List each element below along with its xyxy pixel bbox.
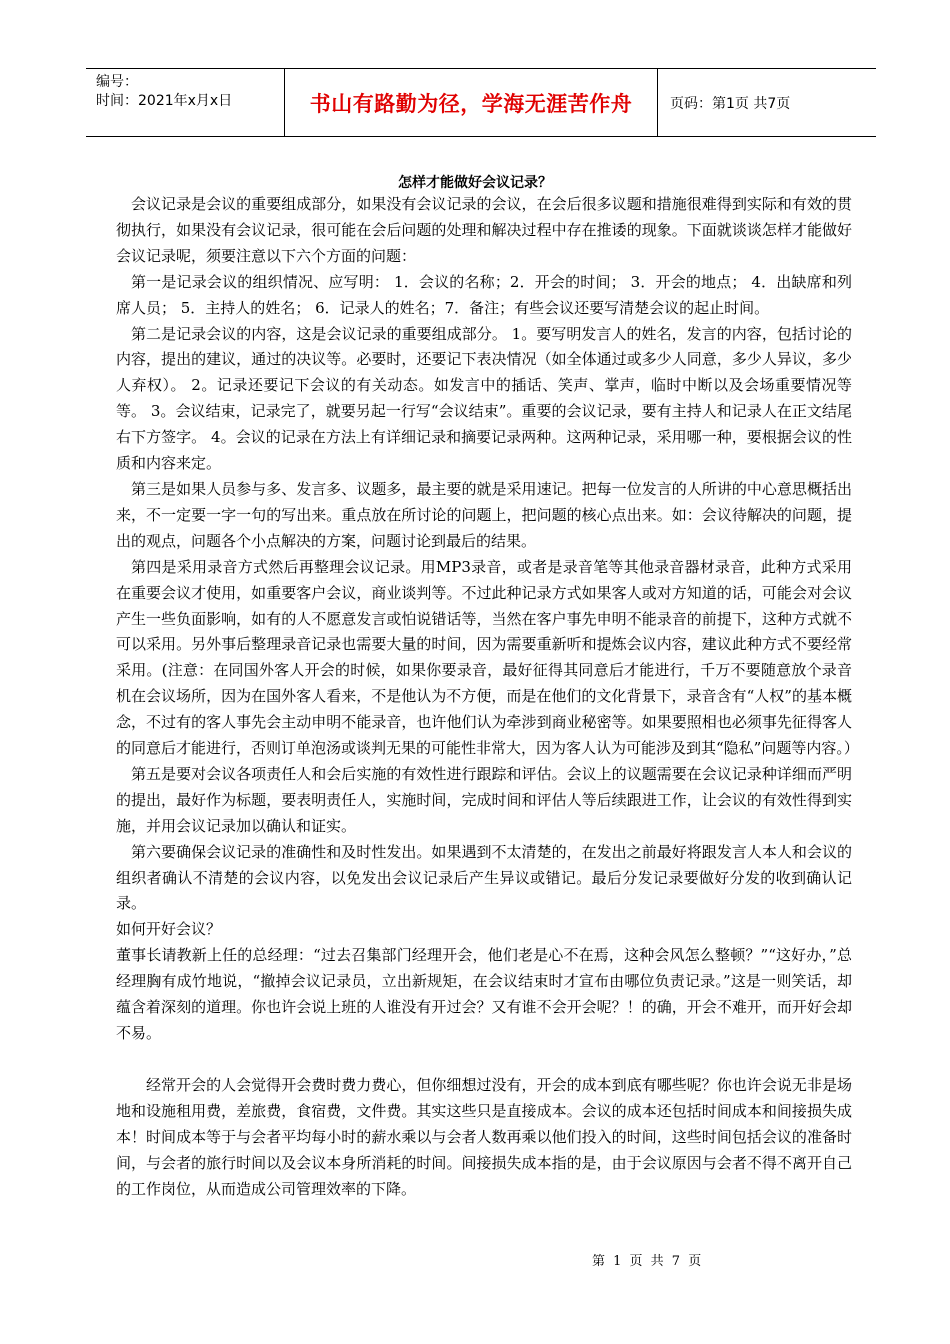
header-meta: [86, 69, 285, 136]
paragraph-meeting-cost: 经常开会的人会觉得开会费时费力费心，但你细想过没有，开会的成本到底有哪些呢？你也许会说无非是场地和设施租用费，差旅费，食宿费，文件费。其实这些只是直接成本。会议的成本还包括时间成本和间接损失成本！时间成本等于与会者平均每小时的薪水乘以与会者人数再乘以他们投入的时间，这些时间包括会议的准备时间，与会者的旅行时间以及会议本身所消耗的时间。间接损失成本指的是，由于会议原因与会者不得不离开自己的工作岗位，从而造成公司管理效率的下降。: [116, 1075, 852, 1198]
document-time-label: 时间：2021年x月x日: [96, 93, 233, 109]
paragraph-anecdote: 董事长请教新上任的总经理：“过去召集部门经理开会，他们老是心不在焉，这种会风怎么整顿？”“这好办，”总经理胸有成竹地说，“撤掉会议记录员，立出新规矩，在会议结束时才宣布由哪位负责记录。”这是一则笑话，却蕴含着深刻的道理。你也许会说上班的人谁没有开过会？又有谁不会开会呢？！的确，开会不难开，而开好会却不易。: [116, 946, 852, 1042]
paragraph-intro: 会议记录是会议的重要组成部分，如果没有会议记录的会议，在会后很多议题和措施很难得到实际和有效的贯彻执行，如果没有会议记录，很可能在会后问题的处理和解决过程中存在推诿的现象。下面就谈谈怎样才能做好会议记录呢，须要注意以下六个方面的问题：: [116, 195, 852, 265]
paragraph-point-1: 第一是记录会议的组织情况、应写明： 1．会议的名称；2．开会的时间； 3．开会的地点； 4．出缺席和列席人员； 5．主持人的姓名； 6．记录人的姓名；7．备注；有些会议还要写清楚会议的起止时间。: [116, 272, 852, 317]
header-motto: 书山有路勤为径，学海无涯苦作舟: [285, 69, 658, 136]
page-header: [86, 68, 876, 137]
section-heading: 如何开好会议？: [116, 920, 222, 939]
paragraph-point-6: 第六要确保会议记录的准确性和及时性发出。如果遇到不太清楚的，在发出之前最好将跟发言人本人和会议的组织者确认不清楚的会议内容，以免发出会议记录后产生异议或错记。最后分发记录要做好分发的收到确认记录。: [116, 842, 852, 913]
paragraph-point-2: 第二是记录会议的内容，这是会议记录的重要组成部分。 1。要写明发言人的姓名，发言的内容，包括讨论的内容，提出的建议，通过的决议等。必要时，还要记下表决情况（如全体通过或多少人同意，多少人异议，多少人弃权）。 2。记录还要记下会议的有关动态。如发言中的插话、笑声、掌声，临时中断以及会场重要情况等等。 3。会议结束，记录完了，就要另起一行写“会议结束”。重要的会议记录，要有主持人和记录人在正文结尾右下方签字。 4。会议的记录在方法上有详细记录和摘要记录两种。这两种记录，采用哪一种，要根据会议的性质和内容来定。: [116, 324, 852, 473]
document-body: [116, 192, 859, 1202]
paragraph-point-5: 第五是要对会议各项责任人和会后实施的有效性进行跟踪和评估。会议上的议题需要在会议记录种详细而严明的提出，最好作为标题，要表明责任人，实施时间，完成时间和评估人等后续跟进工作，让会议的有效性得到实施，并用会议记录加以确认和证实。: [116, 764, 852, 835]
page-footer: 第 1 页 共 7 页: [592, 1254, 704, 1269]
paragraph-point-3: 第三是如果人员参与多、发言多、议题多，最主要的就是采用速记。把每一位发言的人所讲的中心意思概括出来，不一定要一字一句的写出来。重点放在所讨论的问题上，把问题的核心点出来。如：会议待解决的问题，提出的观点，问题各个小点解决的方案，问题讨论到最后的结果。: [116, 479, 852, 550]
document-number-label: 编号：: [96, 74, 138, 90]
paragraph-point-4: 第四是采用录音方式然后再整理会议记录。用MP3录音，或者是录音笔等其他录音器材录音，此种方式采用在重要会议才使用，如重要客户会议，商业谈判等。不过此种记录方式如果客人或对方知道的话，可能会对会议产生一些负面影响，如有的人不愿意发言或怕说错话等，当然在客户事先申明不能录音的前提下，这种方式就不可以采用。另外事后整理录音记录也需要大量的时间，因为需要重新听和提炼会议内容，建议此种方式不要经常采用。(注意：在同国外客人开会的时候，如果你要录音，最好征得其同意后才能进行，千万不要随意放个录音机在会议场所，因为在国外客人看来，不是他认为不方便，而是在他们的文化背景下，录音含有“人权”的基本概念，不过有的客人事先会主动申明不能录音，也许他们认为牵涉到商业秘密等。如果要照相也必须事先征得客人的同意后才能进行，否则订单泡汤或谈判无果的可能性非常大，因为客人认为可能涉及到其“隐私”问题等内容。）: [116, 557, 859, 758]
document-title: 怎样才能做好会议记录？: [398, 175, 552, 191]
paragraph-spacer: [116, 1047, 852, 1073]
header-page-info: 页码：第1页 共7页: [670, 95, 791, 112]
